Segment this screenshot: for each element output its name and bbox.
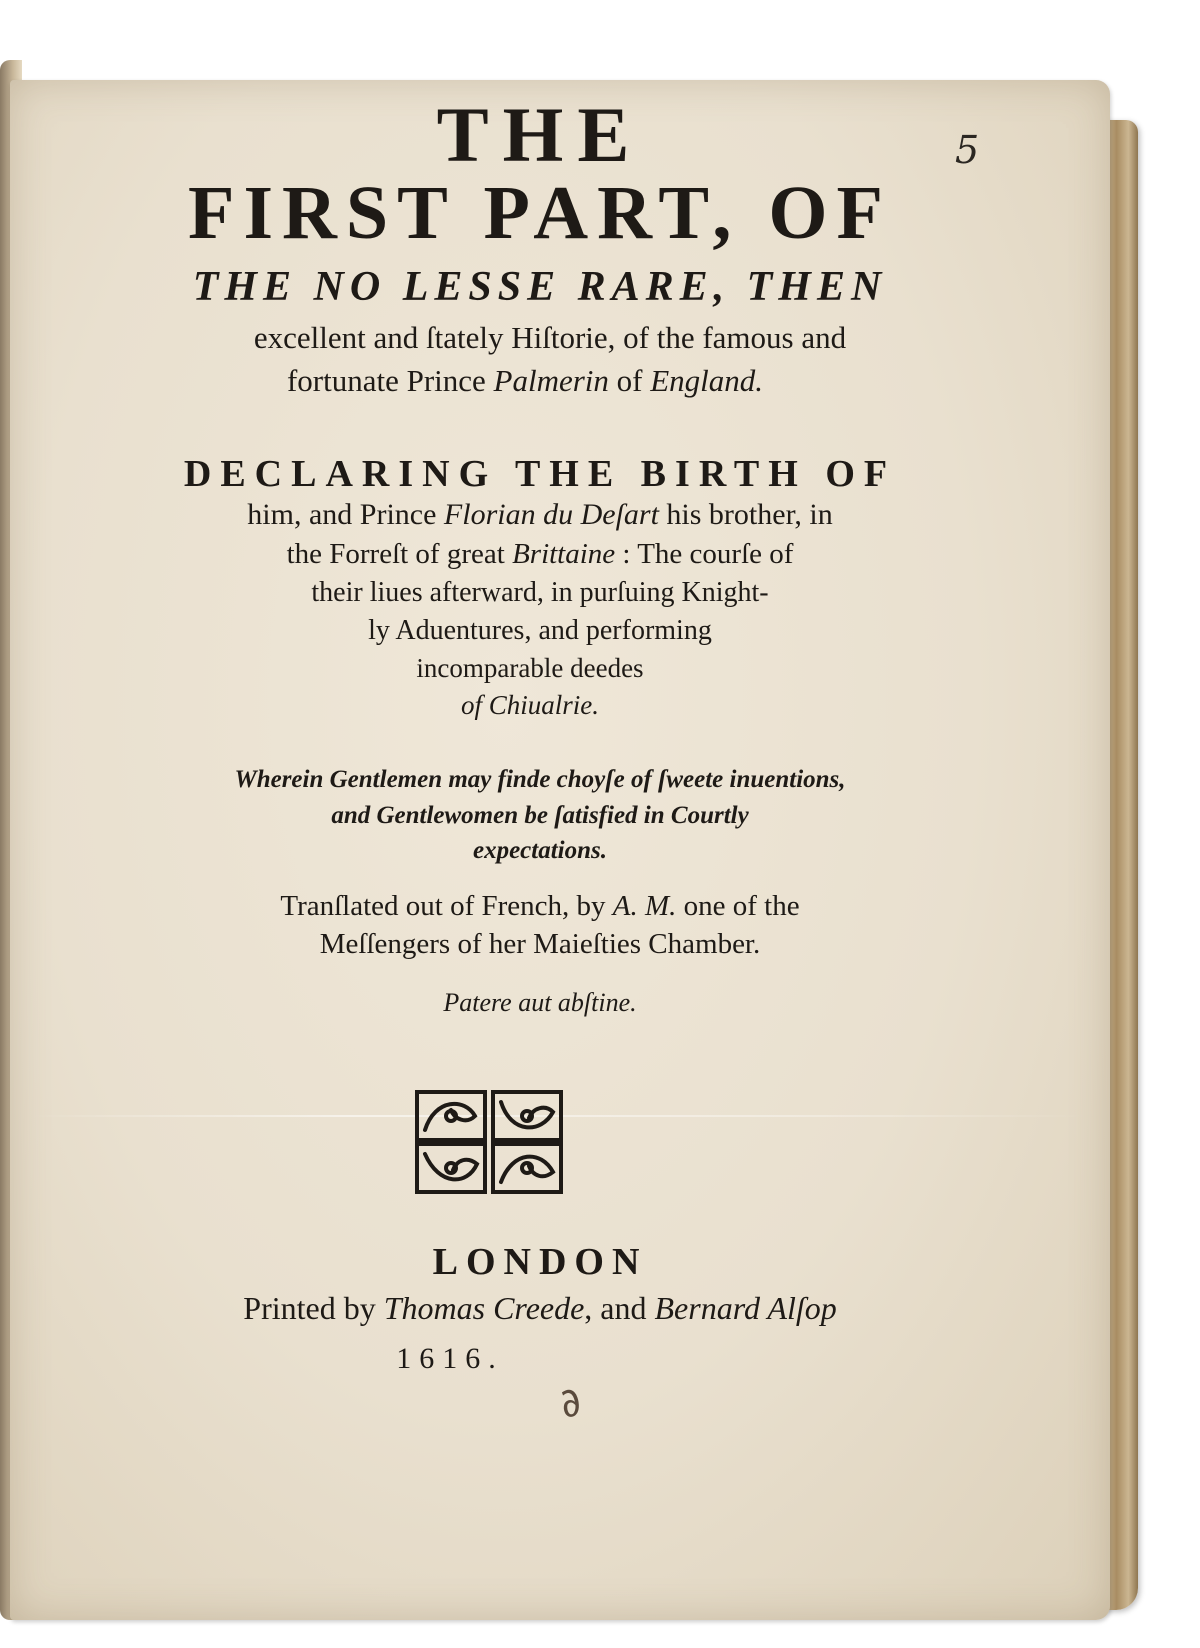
title-text: fortunate Prince: [286, 363, 494, 398]
imprint-text: , and: [584, 1290, 655, 1326]
title-text: of: [608, 363, 651, 398]
declaring-line-incomparable: incomparable deedes: [416, 653, 644, 683]
title-line-excellent: excellent and ſtately Hiſtorie, of the famous and: [253, 320, 847, 355]
declaring-line-chiualrie: of Chiualrie.: [460, 690, 599, 720]
title-line-no-lesse-rare: THE NO LESSE RARE, THEN: [192, 264, 888, 310]
book: [0, 30, 1152, 1605]
place-brittaine: Brittaine: [512, 538, 616, 570]
folio-number: 5: [955, 128, 980, 172]
name-florian: Florian du Deſart: [443, 498, 659, 531]
name-palmerin: Palmerin: [493, 363, 609, 398]
declaring-line-him: [40, 498, 1040, 532]
wherein-line-3: expectations.: [472, 837, 607, 864]
declaring-line-forrest: [40, 538, 1040, 571]
declaring-text: : The courſe of: [615, 538, 794, 570]
imprint-text: Printed by: [243, 1290, 384, 1326]
title-line-first-part: FIRST PART, OF: [188, 171, 892, 255]
printers-fleuron-block-icon: [415, 1090, 563, 1194]
declaring-text: his brother, in: [658, 498, 833, 531]
printer-alsop: Bernard Alſop: [654, 1290, 837, 1326]
printer-creede: Thomas Creede: [383, 1290, 585, 1326]
imprint-printers: [40, 1290, 1040, 1327]
wherein-line-2: and Gentlewomen be ſatisfied in Courtly: [331, 802, 749, 829]
translated-line-2: Meſſengers of her Maieſties Chamber.: [319, 928, 761, 960]
motto: Patere aut abſtine.: [443, 988, 637, 1017]
translator-initials: A. M.: [612, 890, 677, 922]
place-england: England.: [650, 363, 764, 398]
declaring-heading: DECLARING THE BIRTH OF: [183, 453, 897, 495]
wherein-line-1: Wherein Gentlemen may finde choyſe of ſweete inuentions,: [234, 766, 846, 793]
title-page: [10, 80, 1110, 1620]
declaring-line-liues: their liues afterward, in purſuing Knight-: [311, 577, 769, 608]
declaring-line-aduentures: ly Aduentures, and performing: [368, 615, 712, 646]
translated-line-1: [40, 890, 1040, 923]
translated-text: Tranſlated out of French, by: [280, 890, 613, 922]
pencil-annotation: ∂: [552, 1377, 588, 1429]
translated-text: one of the: [676, 890, 800, 922]
declaring-text: him, and Prince: [247, 498, 444, 531]
title-line-fortunate-prince: [25, 363, 1025, 399]
imprint-year: 1616.: [396, 1342, 504, 1375]
declaring-text: the Forreſt of great: [286, 538, 513, 570]
imprint-city: LONDON: [432, 1241, 648, 1283]
title-line-the: THE: [436, 91, 644, 178]
